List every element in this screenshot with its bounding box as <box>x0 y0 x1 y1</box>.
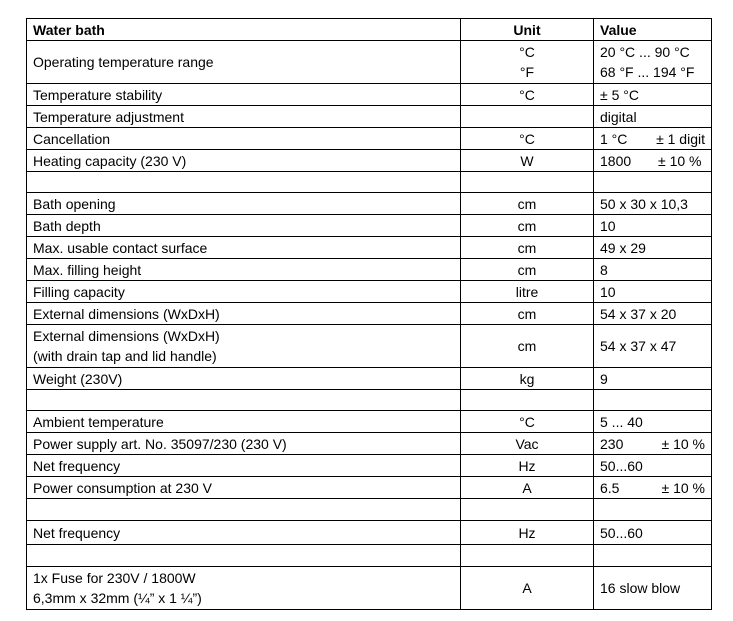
header-value: Value <box>594 19 712 41</box>
table-row <box>27 193 712 215</box>
row-unit: A <box>461 477 594 499</box>
row-label: Max. filling height <box>27 259 461 281</box>
row-label: Net frequency <box>27 521 461 545</box>
table-row <box>27 41 712 84</box>
row-unit: cm <box>461 259 594 281</box>
row-value: 54 x 37 x 20 <box>594 303 712 325</box>
row-label <box>27 567 461 610</box>
table-row <box>27 567 712 610</box>
row-unit: Hz <box>461 455 594 477</box>
table-row <box>27 303 712 325</box>
row-unit: cm <box>461 193 594 215</box>
row-label-line2: 6,3mm x 32mm (¼” x 1 ¼”) <box>33 590 202 606</box>
row-label: External dimensions (WxDxH) <box>27 303 461 325</box>
row-label <box>27 325 461 368</box>
row-unit <box>461 106 594 128</box>
row-label: Filling capacity <box>27 281 461 303</box>
row-label: Ambient temperature <box>27 411 461 433</box>
row-label: Power supply art. No. 35097/230 (230 V) <box>27 433 461 455</box>
row-value: 16 slow blow <box>594 567 712 610</box>
table-row <box>27 106 712 128</box>
table-row <box>27 325 712 368</box>
table-row <box>27 411 712 433</box>
row-label: Net frequency <box>27 455 461 477</box>
row-value: 9 <box>594 368 712 390</box>
table-row <box>27 84 712 106</box>
row-value: ± 5 °C <box>594 84 712 106</box>
table-row <box>27 281 712 303</box>
spacer-row <box>27 499 712 521</box>
table-row <box>27 477 712 499</box>
row-unit: °C <box>461 128 594 150</box>
table-row <box>27 433 712 455</box>
row-unit: cm <box>461 303 594 325</box>
table-row <box>27 128 712 150</box>
value-main: 1 °C <box>600 130 628 147</box>
row-unit: cm <box>461 325 594 368</box>
row-label: Max. usable contact surface <box>27 237 461 259</box>
header-name: Water bath <box>27 19 461 41</box>
row-value: 8 <box>594 259 712 281</box>
row-value: 10 <box>594 281 712 303</box>
value-main: 6.5 <box>600 479 620 496</box>
value-tolerance: ± 10 % <box>661 479 705 496</box>
value-tolerance: ± 10 % <box>661 435 705 452</box>
row-value: 54 x 37 x 47 <box>594 325 712 368</box>
table-row <box>27 368 712 390</box>
table-row <box>27 259 712 281</box>
row-unit: cm <box>461 215 594 237</box>
row-value: 50 x 30 x 10,3 <box>594 193 712 215</box>
row-value <box>594 150 712 172</box>
value-fahrenheit: 68 °F ... 194 °F <box>600 64 695 80</box>
row-unit: litre <box>461 281 594 303</box>
row-label-line1: 1x Fuse for 230V / 1800W <box>33 570 196 586</box>
row-label-line2: (with drain tap and lid handle) <box>33 348 217 364</box>
row-label: Temperature adjustment <box>27 106 461 128</box>
row-value <box>594 128 712 150</box>
row-label: Bath opening <box>27 193 461 215</box>
row-unit <box>461 41 594 84</box>
row-value: digital <box>594 106 712 128</box>
value-main: 1800 <box>600 152 632 169</box>
header-row <box>27 19 712 41</box>
row-label: Bath depth <box>27 215 461 237</box>
row-label: Operating temperature range <box>27 41 461 84</box>
value-tolerance: ± 10 % <box>658 152 702 169</box>
row-unit: A <box>461 567 594 610</box>
spacer-row <box>27 545 712 567</box>
row-unit: °C <box>461 84 594 106</box>
row-unit: °C <box>461 411 594 433</box>
table-row <box>27 237 712 259</box>
table-row <box>27 521 712 545</box>
row-value <box>594 41 712 84</box>
row-value <box>594 433 712 455</box>
spec-table <box>26 18 712 610</box>
header-unit: Unit <box>461 19 594 41</box>
row-value: 5 ... 40 <box>594 411 712 433</box>
value-celsius: 20 °C ... 90 °C <box>600 44 690 60</box>
row-label: Weight (230V) <box>27 368 461 390</box>
row-label: Cancellation <box>27 128 461 150</box>
row-label: Power consumption at 230 V <box>27 477 461 499</box>
row-unit: cm <box>461 237 594 259</box>
row-unit: Hz <box>461 521 594 545</box>
row-unit: Vac <box>461 433 594 455</box>
row-label-line1: External dimensions (WxDxH) <box>33 328 220 344</box>
unit-fahrenheit: °F <box>519 64 535 80</box>
row-label: Temperature stability <box>27 84 461 106</box>
row-value: 10 <box>594 215 712 237</box>
row-value: 50...60 <box>594 455 712 477</box>
unit-celsius: °C <box>519 44 535 60</box>
table-row <box>27 150 712 172</box>
row-value: 50...60 <box>594 521 712 545</box>
row-label: Heating capacity (230 V) <box>27 150 461 172</box>
value-main: 230 <box>600 435 624 452</box>
table-row <box>27 215 712 237</box>
spacer-row <box>27 172 712 193</box>
row-value <box>594 477 712 499</box>
value-tolerance: ± 1 digit <box>656 130 705 147</box>
row-value: 49 x 29 <box>594 237 712 259</box>
table-row <box>27 455 712 477</box>
spacer-row <box>27 390 712 411</box>
row-unit: W <box>461 150 594 172</box>
row-unit: kg <box>461 368 594 390</box>
